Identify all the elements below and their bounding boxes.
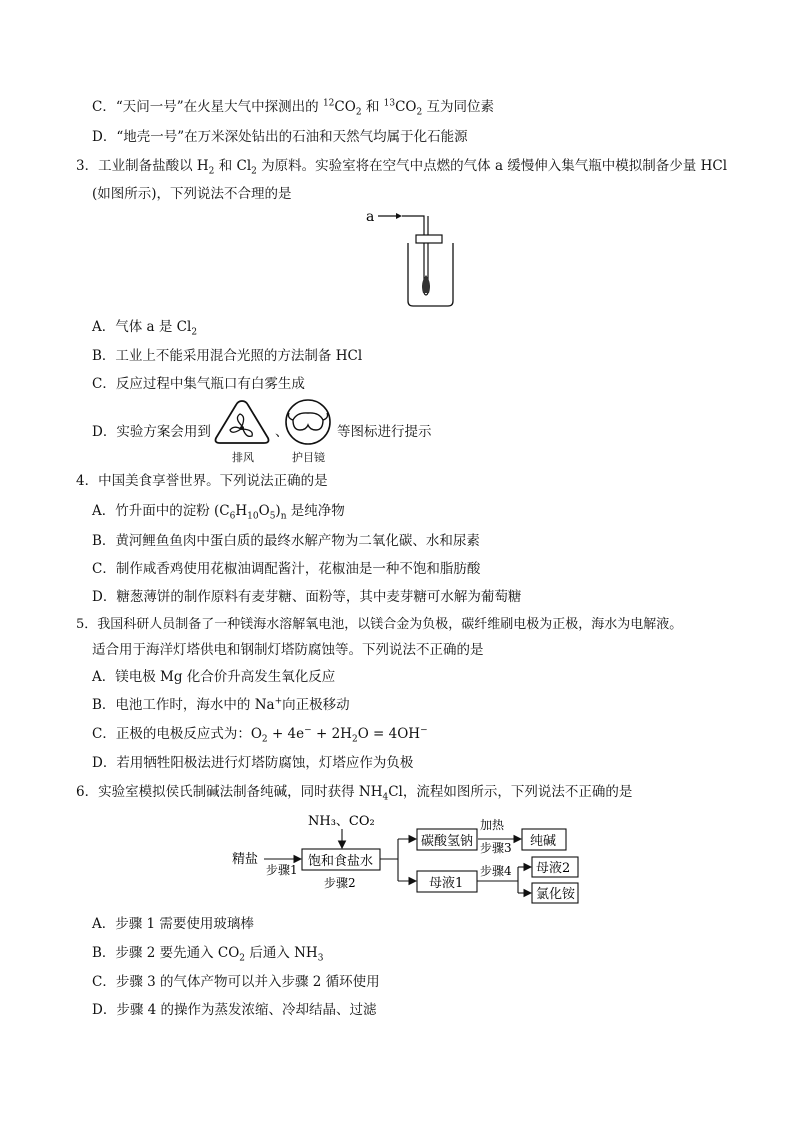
flow-step3: 步骤3: [480, 841, 512, 855]
gas-a-label: a: [366, 209, 375, 225]
q6-option-c: C．步骤 3 的气体产物可以并入步骤 2 循环使用: [92, 974, 380, 990]
fan-icon: [212, 398, 272, 446]
flow-mother1-label: 母液1: [429, 876, 464, 891]
q5-option-b: B．电池工作时，海水中的 Na+向正极移动: [92, 696, 350, 713]
q3-option-d-tail: 等图标进行提示: [337, 424, 432, 440]
flow-raw-salt: 精盐: [232, 852, 259, 867]
q3-option-b: B．工业上不能采用混合光照的方法制备 HCl: [92, 348, 363, 364]
q2-option-c: C．“天问一号”在火星大气中探测出的 $^{12}CO_2$ 和 $^{13}CO_2$ 互为同位素: [92, 98, 495, 118]
q4-stem: 4．中国美食享誉世界。下列说法正确的是: [76, 473, 328, 489]
flow-brine-label: 饱和食盐水: [308, 854, 374, 869]
q5-option-d: D．若用牺牲阳极法进行灯塔防腐蚀，灯塔应作为负极: [92, 755, 414, 771]
goggles-icon: [283, 398, 333, 446]
q3-stem-cont: (如图所示)，下列说法不合理的是: [92, 186, 292, 202]
q3-option-d: D．实验方案会用到: [92, 424, 211, 440]
flow-step1: 步骤1: [266, 863, 298, 877]
q3-option-a: A．气体 a 是 $Cl_2$: [92, 319, 198, 338]
q6-option-d: D．步骤 4 的操作为蒸发浓缩、冷却结晶、过滤: [92, 1002, 377, 1018]
q4-option-d: D．糖葱薄饼的制作原料有麦芽糖、面粉等，其中麦芽糖可水解为葡萄糖: [92, 589, 522, 605]
flow-step4: 步骤4: [480, 864, 512, 878]
q2-option-d: D．“地壳一号”在万米深处钻出的石油和天然气均属于化石能源: [92, 129, 468, 145]
q5-option-c: C．正极的电极反应式为：$O_2 + 4e^- + 2H_2O = 4OH^-$: [92, 725, 428, 745]
flow-nh4cl-label: 氯化铵: [536, 887, 576, 902]
q4-option-c: C．制作咸香鸡使用花椒油调配酱汁，花椒油是一种不饱和脂肪酸: [92, 561, 481, 577]
q5-stem: 5．我国科研人员制备了一种镁海水溶解氧电池，以镁合金为负极，碳纤维刷电极为正极，海水为电解液。: [76, 617, 683, 632]
q4-option-a: A．竹升面中的淀粉 $(C_6H_{10}O_5)_n$ 是纯净物: [92, 503, 345, 522]
flow-input-gases: NH₃、CO₂: [308, 814, 375, 829]
q3-option-c: C．反应过程中集气瓶口有白雾生成: [92, 376, 305, 392]
flow-step2: 步骤2: [324, 876, 356, 890]
q6-option-b: B．步骤 2 要先通入 $CO_2$ 后通入 $NH_3$: [92, 945, 324, 964]
q3-stem: 3．工业制备盐酸以 $H_2$ 和 $Cl_2$ 为原料。实验室将在空气中点燃的气体 a 缓慢伸入集气瓶中模拟制备少量 HCl: [76, 158, 728, 177]
q5-stem-cont: 适合用于海洋灯塔供电和钢制灯塔防腐蚀等。下列说法不正确的是: [92, 642, 484, 658]
flow-heat: 加热: [480, 818, 505, 832]
q6-stem: 6．实验室模拟侯氏制碱法制备纯碱，同时获得 $NH_4Cl$，流程如图所示，下列说法不正确的是: [76, 784, 633, 803]
hou-process-flowchart: [228, 808, 588, 908]
flow-bicarbonate-label: 碳酸氢钠: [421, 834, 474, 849]
goggles-icon-caption: 护目镜: [292, 451, 325, 464]
icon-separator: 、: [275, 424, 289, 440]
q5-option-a: A．镁电极 Mg 化合价升高发生氧化反应: [92, 669, 336, 685]
q6-option-a: A．步骤 1 需要使用玻璃棒: [92, 916, 254, 932]
flow-soda-label: 纯碱: [530, 834, 557, 849]
q4-option-b: B．黄河鲤鱼鱼肉中蛋白质的最终水解产物为二氧化碳、水和尿素: [92, 533, 480, 549]
flow-mother2-label: 母液2: [536, 861, 571, 876]
gas-jar-figure: [362, 205, 472, 310]
fan-icon-caption: 排风: [232, 451, 254, 464]
